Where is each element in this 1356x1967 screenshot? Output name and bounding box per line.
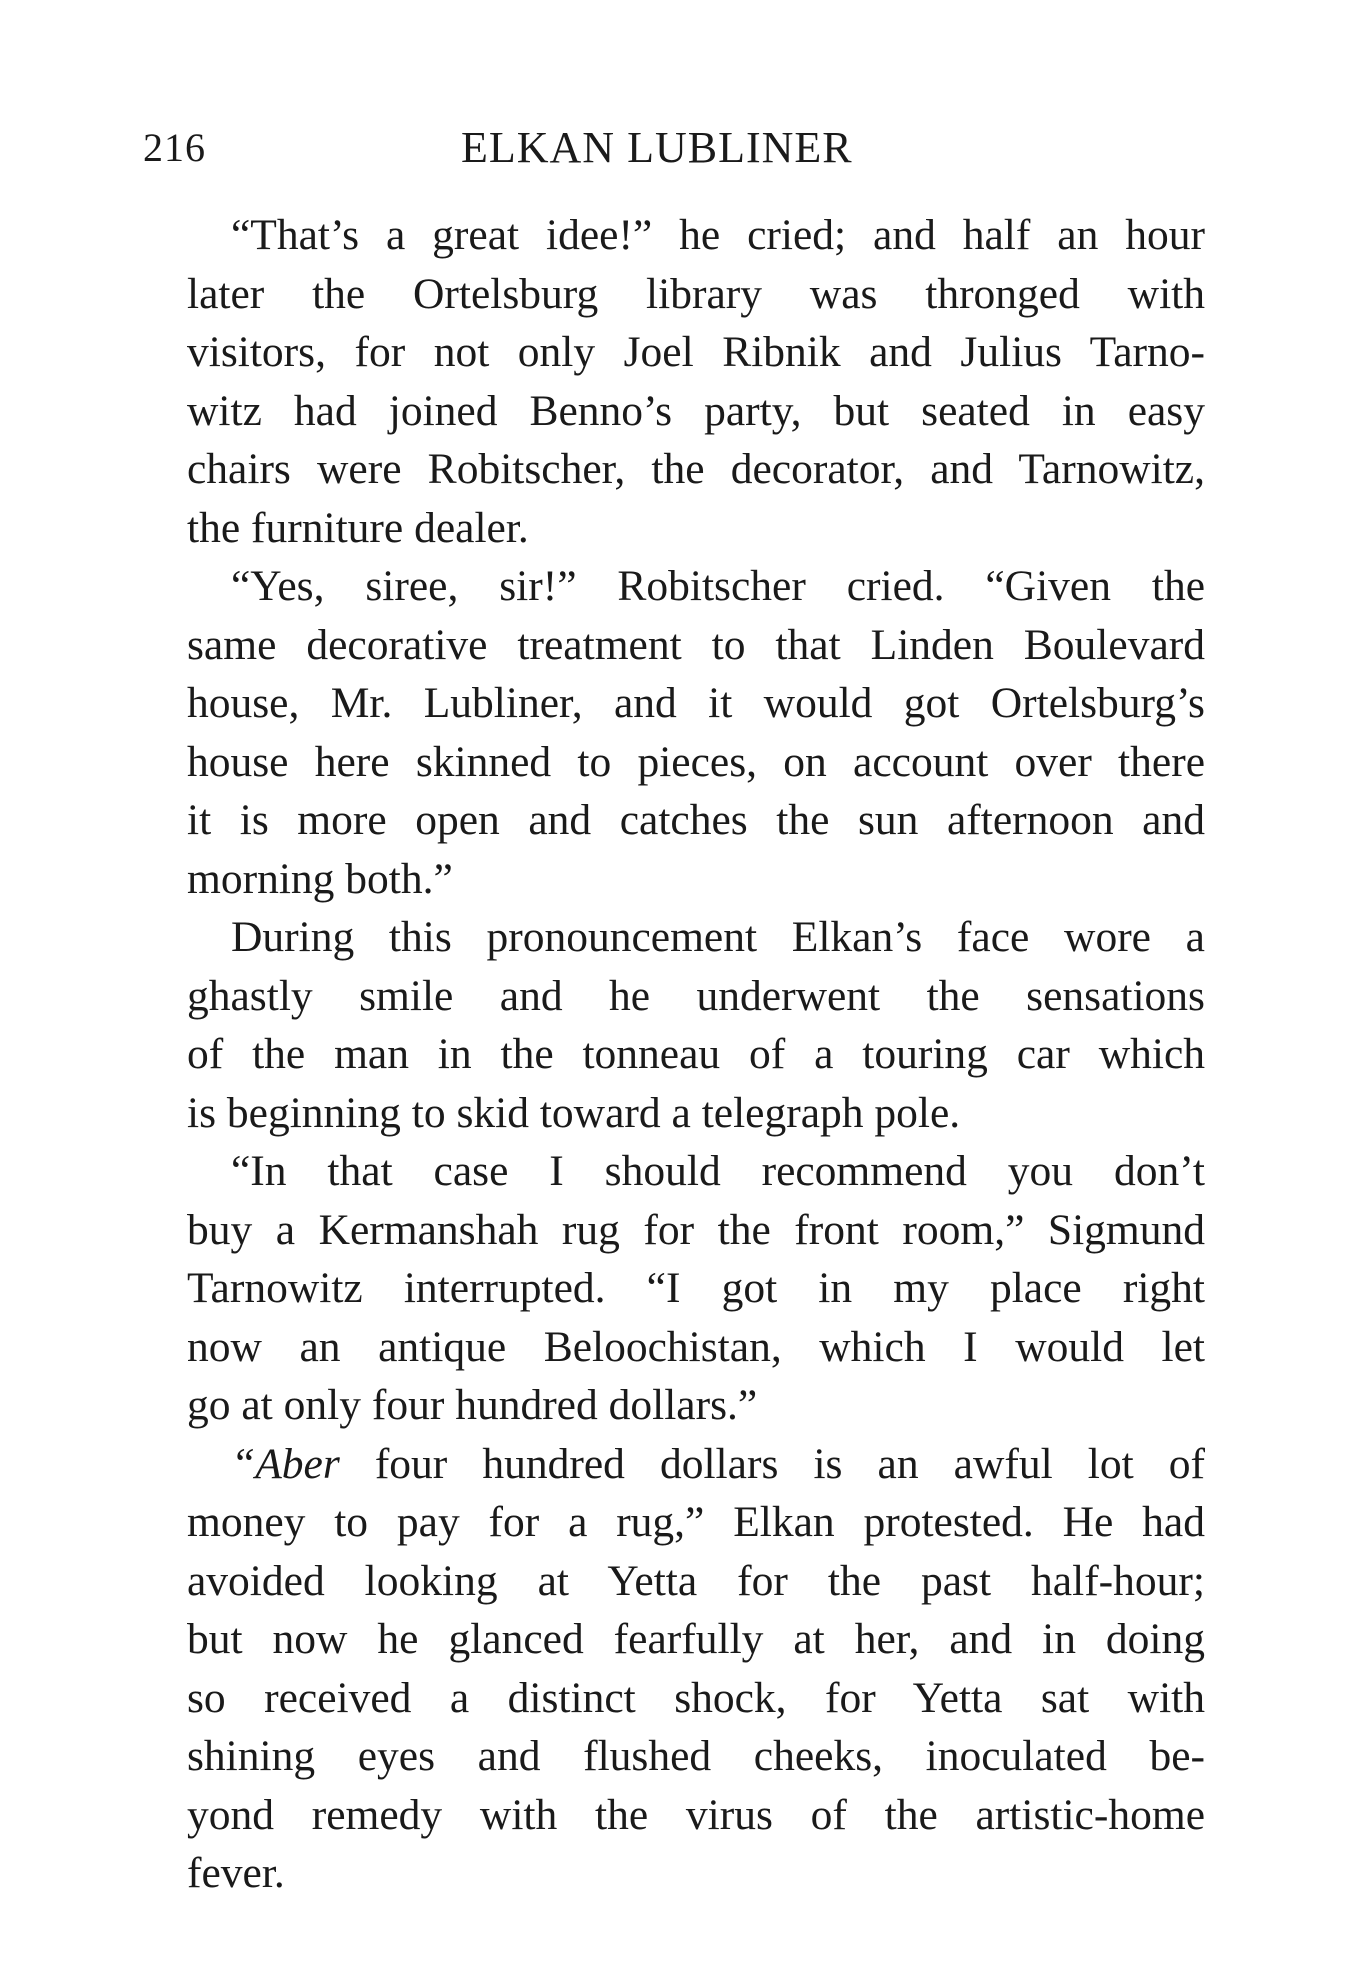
text-line: “Yes, siree, sir!” Robitscher cried. “Given the (231, 562, 1205, 610)
text-line: house, Mr. Lubliner, and it would got Ortelsburg’s (187, 679, 1205, 727)
text-line: the furniture dealer. (187, 503, 529, 552)
paragraph (143, 557, 1205, 908)
text-line: buy a Kermanshah rug for the front room,” Sigmund (187, 1205, 1205, 1254)
text-line: now an antique Beloochistan, which I would let (187, 1322, 1205, 1371)
running-head (143, 118, 1205, 178)
paragraph (143, 908, 1205, 1142)
italic-word: “Aber (231, 1439, 340, 1488)
text-line: morning both.” (187, 854, 453, 903)
page-number: 216 (143, 125, 206, 170)
text-line: so received a distinct shock, for Yetta sat with (187, 1673, 1205, 1722)
text-line: During this pronouncement Elkan’s face wore a (231, 913, 1205, 961)
text-line: fever. (187, 1849, 285, 1897)
text-line: house here skinned to pieces, on account over there (187, 737, 1205, 786)
text-line: but now he glanced fearfully at her, and in doing (187, 1615, 1205, 1663)
text-line: avoided looking at Yetta for the past half-hour; (187, 1556, 1205, 1605)
body-text (143, 206, 1205, 1903)
text-line: “That’s a great idee!” he cried; and half an hour (231, 211, 1205, 259)
text-line-with-italic (143, 1435, 1205, 1494)
text-line: it is more open and catches the sun afternoon and (187, 796, 1205, 844)
text-line: yond remedy with the virus of the artistic-home (187, 1790, 1205, 1839)
text-line: later the Ortelsburg library was thronged with (187, 269, 1205, 318)
paragraph (143, 206, 1205, 557)
text-line: of the man in the tonneau of a touring car which (187, 1030, 1205, 1078)
running-title: ELKAN LUBLINER (461, 123, 853, 172)
text-line: go at only four hundred dollars.” (187, 1381, 758, 1429)
text-line: is beginning to skid toward a telegraph pole. (187, 1088, 961, 1137)
text-line: visitors, for not only Joel Ribnik and Julius Tarno- (187, 328, 1205, 376)
text-line: Tarnowitz interrupted. “I got in my place right (187, 1264, 1205, 1312)
text-line: witz had joined Benno’s party, but seated in easy (187, 386, 1205, 435)
text-line: “In that case I should recommend you don’t (231, 1147, 1205, 1195)
paragraph (143, 1142, 1205, 1435)
text-line-rest: four hundred dollars is an awful lot of (339, 1439, 1205, 1488)
text-line: ghastly smile and he underwent the sensations (187, 971, 1205, 1020)
text-line: money to pay for a rug,” Elkan protested. He had (187, 1498, 1205, 1546)
text-line: chairs were Robitscher, the decorator, and Tarnowitz, (187, 445, 1205, 493)
text-line: same decorative treatment to that Linden Boulevard (187, 620, 1205, 669)
paragraph (143, 1435, 1205, 1903)
text-line: shining eyes and flushed cheeks, inoculated be- (187, 1732, 1205, 1780)
